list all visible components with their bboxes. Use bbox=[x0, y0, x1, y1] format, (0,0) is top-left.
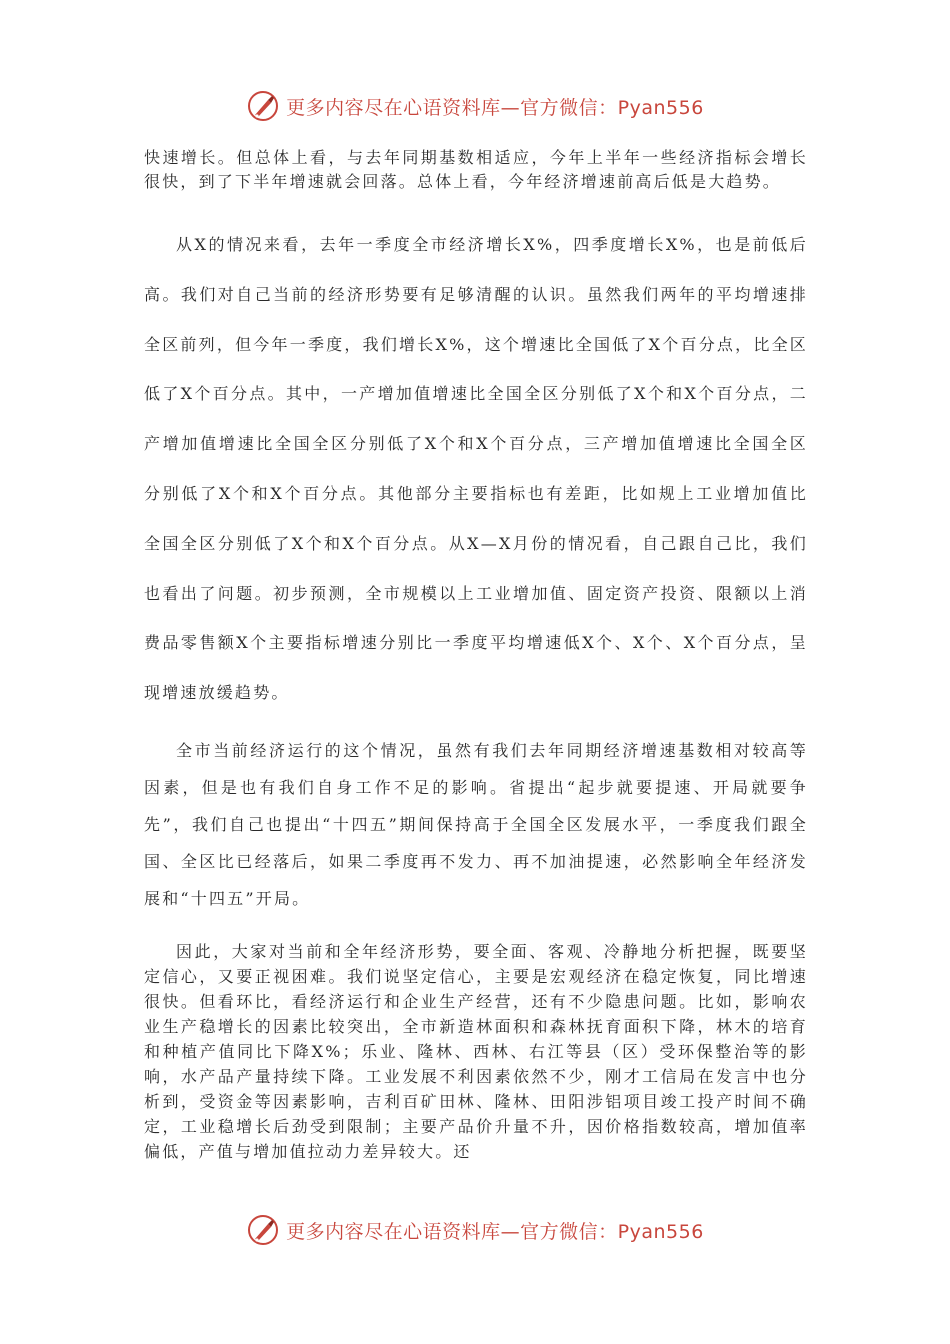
pen-logo-icon bbox=[246, 89, 280, 123]
header-watermark-banner bbox=[0, 86, 950, 126]
paragraph-4: 因此，大家对当前和全年经济形势，要全面、客观、冷静地分析把握，既要坚定信心，又要正视困难。我们说坚定信心，主要是宏观经济在稳定恢复，同比增速很快。但看环比，看经济运行和企业生产经营，还有不少隐患问题。比如，影响农业生产稳增长的因素比较突出，全市新造林面积和森林抚育面积下降，林木的培育和种植产值同比下降X%；乐业、隆林、西林、右江等县（区）受环保整治等的影响，水产品产量持续下降。工业发展不利因素依然不少，刚才工信局在发言中也分析到，受资金等因素影响，吉利百矿田林、隆林、田阳涉铝项目竣工投产时间不确定，工业稳增长后劲受到限制；主要产品价升量不升，因价格指数较高，增加值率偏低，产值与增加值拉动力差异较大。还 bbox=[144, 941, 808, 1161]
paragraph-1: 快速增长。但总体上看，与去年同期基数相适应，今年上半年一些经济指标会增长很快，到了下半年增速就会回落。总体上看，今年经济增速前高后低是大趋势。 bbox=[144, 148, 808, 191]
paragraph-2: 从X的情况来看，去年一季度全市经济增长X%，四季度增长X%，也是前低后高。我们对自己当前的经济形势要有足够清醒的认识。虽然我们两年的平均增速排全区前列，但今年一季度，我们增长X%，这个增速比全国低了X个百分点，比全区低了X个百分点。其中，一产增加值增速比全国全区分别低了X个和X个百分点，二产增加值增速比全国全区分别低了X个和X个百分点，三产增加值增速比全国全区分别低了X个和X个百分点。其他部分主要指标也有差距，比如规上工业增加值比全国全区分别低了X个和X个百分点。从X—X月份的情况看，自己跟自己比，我们也看出了问题。初步预测，全市规模以上工业增加值、固定资产投资、限额以上消费品零售额X个主要指标增速分别比一季度平均增速低X个、X个、X个百分点，呈现增速放缓趋势。 bbox=[144, 235, 808, 703]
document-body bbox=[144, 144, 808, 1164]
paragraph-3: 全市当前经济运行的这个情况，虽然有我们去年同期经济增速基数相对较高等因素，但是也有我们自身工作不足的影响。省提出“起步就要提速、开局就要争先”，我们自己也提出“十四五”期间保持高于全国全区发展水平，一季度我们跟全国、全区比已经落后，如果二季度再不发力、再不加油提速，必然影响全年经济发展和“十四五”开局。 bbox=[144, 740, 808, 908]
footer-watermark-banner bbox=[0, 1210, 950, 1250]
banner-text: 更多内容尽在心语资料库—官方微信：Pyan556 bbox=[286, 1220, 704, 1243]
pen-logo-icon bbox=[246, 1213, 280, 1247]
banner-text: 更多内容尽在心语资料库—官方微信：Pyan556 bbox=[286, 96, 704, 119]
